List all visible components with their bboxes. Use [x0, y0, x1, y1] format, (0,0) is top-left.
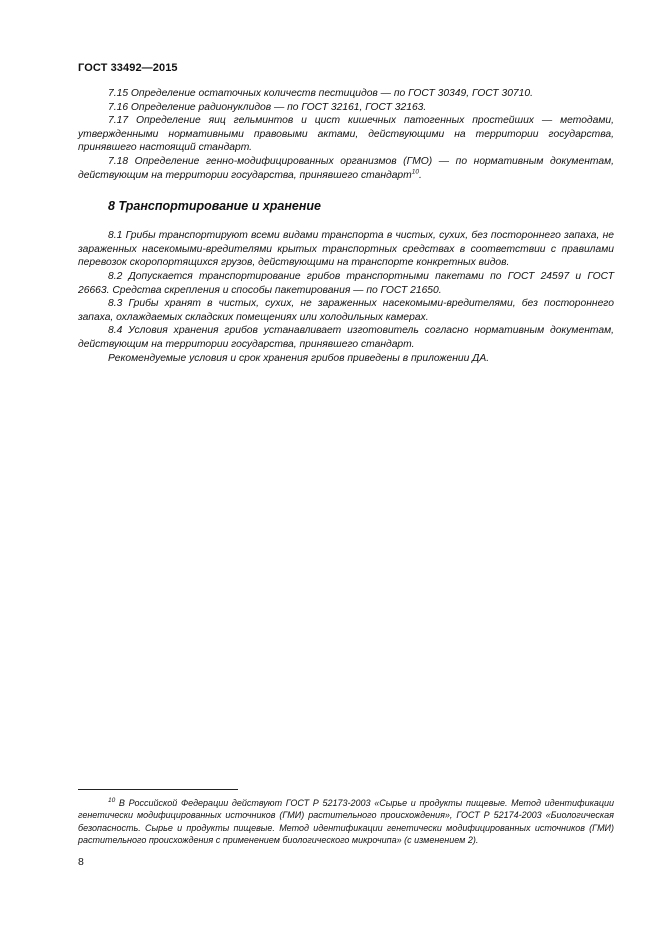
clause-7-18-tail: .: [418, 169, 422, 181]
clause-8-4: 8.4 Условия хранения грибов устанавливает изготовитель согласно нормативным документам, действующим на территории государства, принявшего стандарт.: [78, 325, 614, 350]
document-body: [78, 87, 614, 365]
page-number: 8: [78, 856, 84, 868]
clause-8-3: 8.3 Грибы хранят в чистых, сухих, не зараженных насекомыми-вредителями, без постороннего запаха, охлаждаемых складских помещениях или холодильных камерах.: [78, 298, 614, 323]
footnote-divider: [78, 789, 238, 790]
document-header: ГОСТ 33492—2015: [78, 62, 178, 74]
clause-7-16: 7.16 Определение радионуклидов — по ГОСТ 32161, ГОСТ 32163.: [108, 101, 427, 113]
clause-7-18-text: 7.18 Определение генно-модифицированных организмов (ГМО) — по нормативным документам, действующим на территории государства, принявшего стандарт: [78, 155, 614, 181]
footnote-text: В Российской Федерации действуют ГОСТ Р 52173-2003 «Сырье и продукты пищевые. Метод идентификации генетически модифицированных источников (ГМИ) растительного происхождения», ГОСТ Р 52174-2003 «Биологическая безопасность. Сырье и продукты пищевые. Метод идентификации генетически модифицированных источников (ГМИ) растительного происхождения с применением биологического микрочипа» (с изменением 2).: [78, 798, 614, 845]
storage-recommendation: Рекомендуемые условия и срок хранения грибов приведены в приложении ДА.: [108, 352, 490, 364]
clause-8-1: 8.1 Грибы транспортируют всеми видами транспорта в чистых, сухих, без постороннего запаха, не зараженных насекомыми-вредителями крытых транспортных средствах в соответствии с правилами перевозок скоропортящихся грузов, действующими на транспорте конкретных видов.: [78, 230, 614, 269]
clause-7-18: [78, 155, 614, 182]
clause-8-2: 8.2 Допускается транспортирование грибов транспортными пакетами по ГОСТ 24597 и ГОСТ 26663. Средства скрепления и способы пакетирования — по ГОСТ 21650.: [78, 270, 614, 296]
footnote-ref-10[interactable]: 10: [411, 168, 419, 176]
footnote-marker: 10: [108, 797, 116, 804]
section-8-title: 8 Транспортирование и хранение: [108, 199, 322, 214]
footnote-10: [78, 797, 614, 846]
clause-7-17: 7.17 Определение яиц гельминтов и цист кишечных патогенных простейших — методами, утвержденными нормативными правовыми актами, действующими на территории государства, принявшего настоящий стандарт.: [78, 115, 614, 154]
clause-7-15: 7.15 Определение остаточных количеств пестицидов — по ГОСТ 30349, ГОСТ 30710.: [108, 88, 533, 99]
